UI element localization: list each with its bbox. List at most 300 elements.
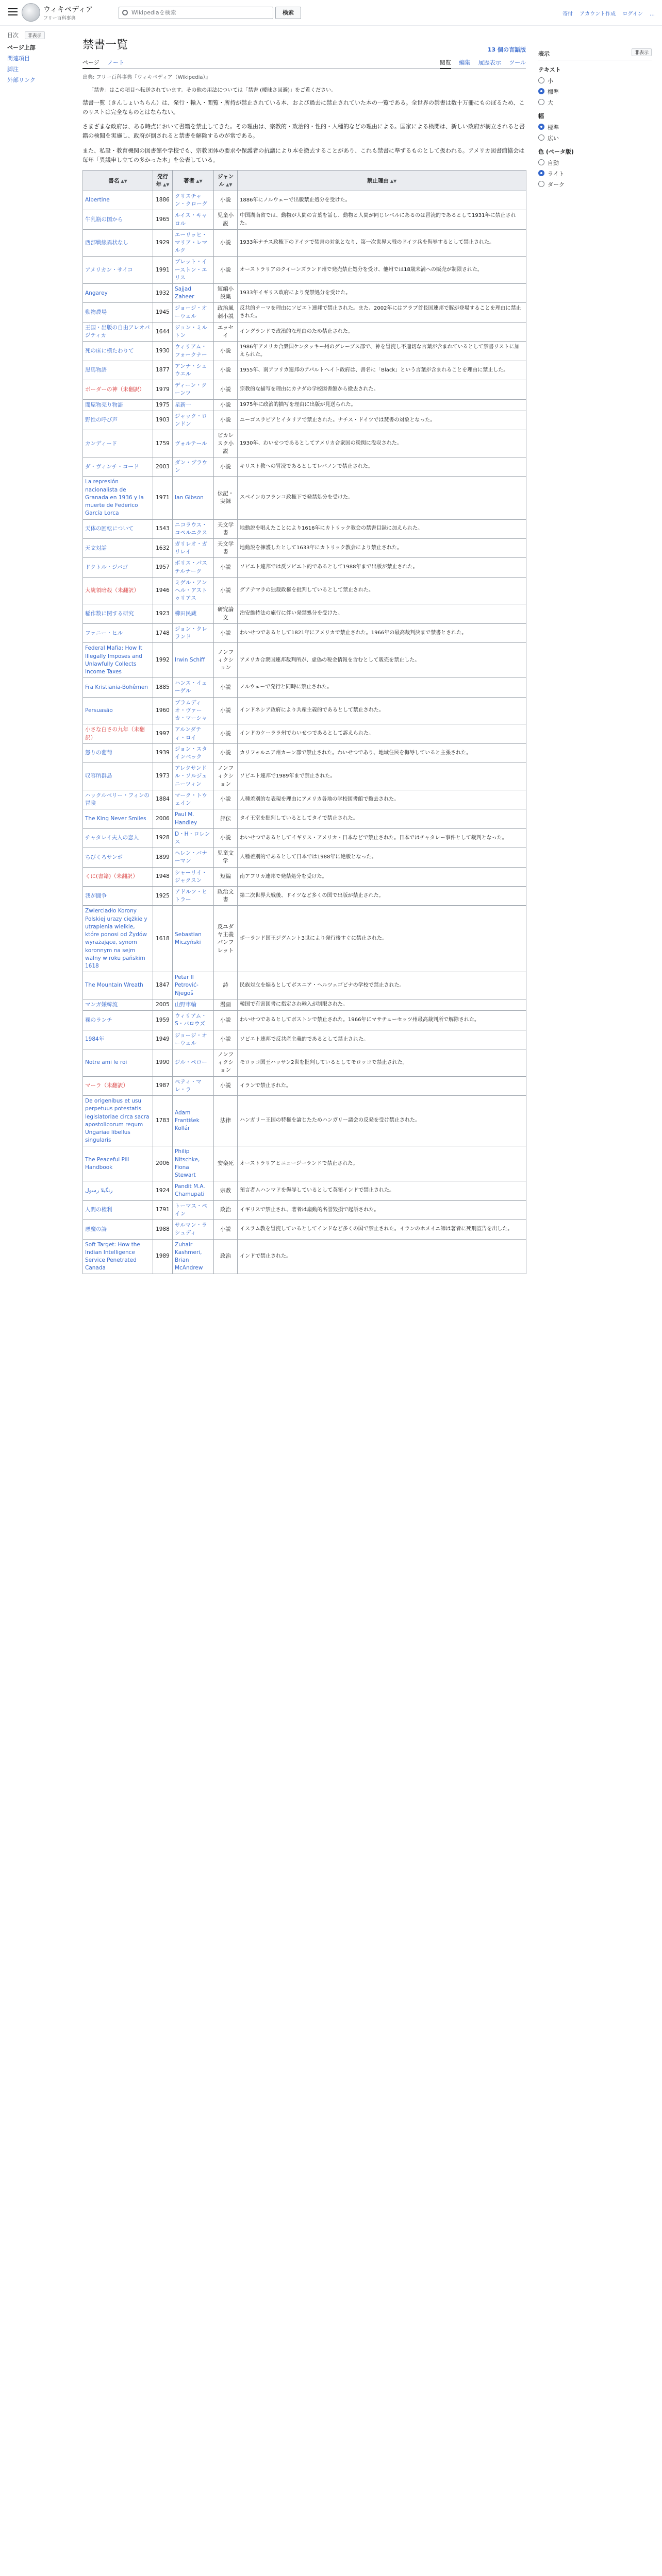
- genre: 天文学書: [214, 519, 238, 538]
- author-link[interactable]: D・H・ロレンス: [173, 828, 214, 848]
- author-link[interactable]: 櫛田民蔵: [173, 604, 214, 623]
- book-title-link[interactable]: 闇屋物売り物語: [83, 399, 153, 411]
- toc-list: [7, 43, 74, 84]
- book-title-link[interactable]: ボーダーの神（未翻訳）: [83, 380, 153, 399]
- book-title-link[interactable]: Fra Kristiania-Bohêmen: [83, 678, 153, 697]
- genre: 政治風刺小説: [214, 303, 238, 322]
- publication-year: 1973: [153, 763, 173, 790]
- author-link[interactable]: ウィリアム・S・バロウズ: [173, 1011, 214, 1030]
- table-row: [83, 210, 526, 229]
- ban-reason: 1930年、わいせつであるとしてアメリカ合衆国の税関に没収された。: [238, 430, 526, 457]
- ban-reason: 人種差別的な表現を理由にアメリカ各地の学校図書館で撤去された。: [238, 790, 526, 809]
- author-link[interactable]: アルンダティ・ロイ: [173, 724, 214, 743]
- header-title[interactable]: 書名 ▲▼: [83, 170, 153, 191]
- author-link[interactable]: アンナ・シュウエル: [173, 361, 214, 380]
- book-title-link[interactable]: 天文対話: [83, 538, 153, 557]
- publication-year: 1644: [153, 322, 173, 341]
- ban-reason: イランで禁止された。: [238, 1076, 526, 1095]
- genre: 小説: [214, 678, 238, 697]
- create-account-link[interactable]: アカウント作成: [580, 11, 616, 17]
- ban-reason: 1933年ナチス政権下のドイツで焚書の対象となり、第一次世界大戦のドイツ兵を侮辱するとして禁止された。: [238, 229, 526, 257]
- tab-edit[interactable]: 編集: [459, 59, 471, 66]
- ban-reason: ユーゴスラビアとイタリアで禁止された。ナチス・ドイツでは焚書の対象となった。: [238, 411, 526, 430]
- author-link[interactable]: ボリス・パステルナーク: [173, 558, 214, 577]
- ban-reason: わいせつであるとしてイギリス・アメリカ・日本などで禁止された。日本ではチャタレー事件として裁判となった。: [238, 828, 526, 848]
- author-link[interactable]: サルマン・ラシュディ: [173, 1220, 214, 1239]
- author-link[interactable]: ジャック・ロンドン: [173, 411, 214, 430]
- author-link[interactable]: ミゲル・アンヘル・アストゥリアス: [173, 577, 214, 604]
- book-title-link[interactable]: アメリカン・サイコ: [83, 257, 153, 284]
- author-link[interactable]: マーク・トウェイン: [173, 790, 214, 809]
- publication-year: 1960: [153, 697, 173, 724]
- table-row: [83, 828, 526, 848]
- radio-button-icon[interactable]: [538, 181, 544, 187]
- genre: 伝記・実録: [214, 477, 238, 519]
- ban-reason: 韓国で有害図書に指定され輸入が制限された。: [238, 999, 526, 1010]
- width-options: [538, 123, 652, 142]
- author-link[interactable]: クリスチャン・クローグ: [173, 191, 214, 210]
- toc-item[interactable]: 外部リンク: [7, 77, 36, 83]
- genre: 小説: [214, 191, 238, 210]
- table-row: [83, 678, 526, 697]
- table-row: [83, 558, 526, 577]
- tab-tools[interactable]: ツール: [509, 59, 526, 66]
- publication-year: 1923: [153, 604, 173, 623]
- book-title-link[interactable]: De origenibus et usu perpetuus potestatis legislatoriae circa sacra apostolicorum regum Ungariae libellus singularis: [83, 1096, 153, 1146]
- body-paragraph: さまざまな政府は、ある時点において書籍を禁止してきた。その理由は、宗教的・政治的・性的・人種的などの理由による。国家による検閲は、新しい政府が樹立されると書籍の検閲を実施し、政府が倒されると禁書を解除するのが常である。: [82, 123, 525, 140]
- color-radio[interactable]: [538, 170, 652, 178]
- author-link[interactable]: Sebastian Miczyński: [173, 906, 214, 972]
- author-link[interactable]: ハンス・イェーゲル: [173, 678, 214, 697]
- ban-reason: 1986年アメリカ合衆国ケンタッキー州のグレーブス郡で、神を冒涜し不適切な言葉が含まれているとして禁書リストに加えられた。: [238, 342, 526, 361]
- toc-hide-button[interactable]: 非表示: [25, 31, 45, 39]
- genre: 安楽死: [214, 1146, 238, 1181]
- book-title-link[interactable]: 人間の権利: [83, 1200, 153, 1219]
- publication-year: 1990: [153, 1049, 173, 1076]
- author-link[interactable]: Adam František Kollár: [173, 1096, 214, 1146]
- book-title-link[interactable]: ハックルベリー・フィンの冒険: [83, 790, 153, 809]
- author-link[interactable]: Zuhair Kashmeri, Brian McAndrew: [173, 1239, 214, 1274]
- genre: 小説: [214, 1030, 238, 1049]
- author-link[interactable]: エーリッヒ・マリア・レマルク: [173, 229, 214, 257]
- book-title-link[interactable]: 死の床に横たわりて: [83, 342, 153, 361]
- radio-button-icon[interactable]: [538, 99, 544, 105]
- genre: 宗教: [214, 1181, 238, 1200]
- search-button[interactable]: 検索: [275, 7, 301, 19]
- book-title-link[interactable]: 悪魔の詩: [83, 1220, 153, 1239]
- genre: 児童文学: [214, 848, 238, 867]
- sort-icon[interactable]: ▲▼: [121, 178, 127, 183]
- ban-reason: 1886年にノルウェーで出版禁止処分を受けた。: [238, 191, 526, 210]
- ban-reason: ポーランド国王ジグムント3世により発行後すぐに禁止された。: [238, 906, 526, 972]
- table-row: [83, 1146, 526, 1181]
- ban-reason: 宗教的な描写を理由にカナダの学校図書館から撤去された。: [238, 380, 526, 399]
- tab-page[interactable]: ページ: [82, 59, 100, 69]
- publication-year: 1899: [153, 848, 173, 867]
- publication-year: 1957: [153, 558, 173, 577]
- author-link[interactable]: Irwin Schiff: [173, 643, 214, 678]
- publication-year: 1847: [153, 972, 173, 999]
- publication-year: 1885: [153, 678, 173, 697]
- publication-year: 1949: [153, 1030, 173, 1049]
- author-link[interactable]: ニコラウス・コペルニクス: [173, 519, 214, 538]
- table-row: [83, 906, 526, 972]
- book-title-link[interactable]: ダ・ヴィンチ・コード: [83, 457, 153, 476]
- appearance-hide-button[interactable]: 非表示: [632, 48, 652, 56]
- ban-reason: 人種差別的であるとして日本では1988年に絶版となった。: [238, 848, 526, 867]
- genre: 詩: [214, 972, 238, 999]
- wikipedia-logo[interactable]: [22, 3, 40, 22]
- publication-year: 1948: [153, 867, 173, 886]
- ban-reason: カリフォルニア州カーン郡で禁止された。わいせつであり、地域住民を侮辱していると主張された。: [238, 743, 526, 762]
- ban-reason: インドのケーララ州でわいせつであるとして訴えられた。: [238, 724, 526, 743]
- color-radio-label: ダーク: [548, 181, 565, 188]
- width-label: 幅: [538, 113, 544, 120]
- ban-reason: 民族対立を煽るとしてボスニア・ヘルツェゴビナの学校で禁止された。: [238, 972, 526, 999]
- language-button[interactable]: 13 個の言語版: [487, 46, 526, 53]
- author-link[interactable]: 山野車輪: [173, 999, 214, 1010]
- book-title-link[interactable]: 天体の回転について: [83, 519, 153, 538]
- author-link[interactable]: ジル・ペロー: [173, 1049, 214, 1076]
- site-name[interactable]: ウィキペディア: [43, 6, 93, 14]
- genre: 小説: [214, 697, 238, 724]
- genre: 小説: [214, 623, 238, 642]
- more-menu-icon[interactable]: …: [650, 11, 655, 17]
- book-title-link[interactable]: 怒りの葡萄: [83, 743, 153, 762]
- book-title-link[interactable]: Albertine: [83, 191, 153, 210]
- publication-year: 1959: [153, 1011, 173, 1030]
- width-radio-label: 広い: [548, 135, 559, 142]
- book-title-link[interactable]: Notre ami le roi: [83, 1049, 153, 1076]
- text-size-radio[interactable]: [538, 98, 652, 107]
- header-genre[interactable]: ジャンル ▲▼: [214, 170, 238, 191]
- genre: 政治: [214, 1239, 238, 1274]
- genre: 小説: [214, 790, 238, 809]
- author-link[interactable]: Pandit M.A. Chamupati: [173, 1181, 214, 1200]
- publication-year: 1987: [153, 1076, 173, 1095]
- book-title-link[interactable]: 動物農場: [83, 303, 153, 322]
- book-title-link[interactable]: Zwierciadło Korony Polskiej urazy ciężkie y utrapienia wielkie, które ponosi od Żydów wyrażające, synom koronnym na sejm walny w roku pańskim 1618: [83, 906, 153, 972]
- ban-reason: ソビエト連邦で反共産主義的であるとして禁止された。: [238, 1030, 526, 1049]
- radio-button-icon[interactable]: [538, 159, 544, 165]
- color-radio[interactable]: [538, 159, 652, 167]
- publication-year: 1924: [153, 1181, 173, 1200]
- table-row: [83, 284, 526, 303]
- table-header-row: [83, 170, 526, 191]
- book-title-link[interactable]: 大統領暗殺（未翻訳）: [83, 577, 153, 604]
- color-label: 色 (ベータ版): [538, 148, 574, 155]
- genre: 小説: [214, 361, 238, 380]
- author-link[interactable]: ダン・ブラウン: [173, 457, 214, 476]
- genre: 小説: [214, 1220, 238, 1239]
- publication-year: 1886: [153, 191, 173, 210]
- text-size-options: [538, 77, 652, 107]
- table-row: [83, 477, 526, 519]
- ban-reason: ソビエト連邦では反ソビエト的であるとして1988年まで出版が禁止された。: [238, 558, 526, 577]
- table-row: [83, 623, 526, 642]
- page-title: 禁書一覧: [82, 39, 128, 52]
- search-input[interactable]: [119, 7, 273, 19]
- book-title-link[interactable]: カンディード: [83, 430, 153, 457]
- table-row: [83, 972, 526, 999]
- book-title-link[interactable]: ドクトル・ジバゴ: [83, 558, 153, 577]
- author-link[interactable]: ヴォルテール: [173, 430, 214, 457]
- donate-link[interactable]: 寄付: [562, 11, 573, 17]
- book-title-link[interactable]: 牛乳瓶の国から: [83, 210, 153, 229]
- table-row: [83, 257, 526, 284]
- author-link[interactable]: ブラムディオ・ヴァーカ・マーシャ: [173, 697, 214, 724]
- appearance-title: 表示: [538, 50, 550, 57]
- text-size-radio-label: 大: [548, 99, 553, 106]
- ban-reason: スペインのフランコ政権下で発禁処分を受けた。: [238, 477, 526, 519]
- author-link[interactable]: ルイス・キャロル: [173, 210, 214, 229]
- genre: 児童小説: [214, 210, 238, 229]
- genre: 短編: [214, 867, 238, 886]
- page-tabs: [82, 55, 526, 69]
- ban-reason: わいせつであるとしてボストンで禁止された。1966年にマサチューセッツ州最高裁判所で解除された。: [238, 1011, 526, 1030]
- publication-year: 1543: [153, 519, 173, 538]
- sort-icon[interactable]: ▲▼: [390, 178, 397, 183]
- table-row: [83, 867, 526, 886]
- table-row: [83, 643, 526, 678]
- appearance-sidebar: [538, 49, 652, 191]
- body-paragraph: また、私設・教育機関の図書館や学校でも、宗教団体の要求や保護者の抗議により本を撤去することがあり、これも禁書に準ずるものとして扱われる。アメリカ図書館協会は毎年「異議申し立ての多かった本」を公表している。: [82, 147, 525, 163]
- ban-reason: インドネシア政府により共産主義的であるとして禁止された。: [238, 697, 526, 724]
- author-link[interactable]: ウィリアム・フォークナー: [173, 342, 214, 361]
- publication-year: 1748: [153, 623, 173, 642]
- author-link[interactable]: ジョン・ミルトン: [173, 322, 214, 341]
- header-author[interactable]: 著者 ▲▼: [173, 170, 214, 191]
- book-title-link[interactable]: Angarey: [83, 284, 153, 303]
- author-link[interactable]: Sajjad Zaheer: [173, 284, 214, 303]
- author-link[interactable]: ジョージ・オーウェル: [173, 303, 214, 322]
- book-title-link[interactable]: 稲作数に関する研究: [83, 604, 153, 623]
- text-size-radio[interactable]: [538, 88, 652, 96]
- intro-paragraph: 禁書一覧（きんしょいちらん）は、発行・輸入・閲覧・所持が禁止されている本、および過去に禁止されていた本の一覧である。全世界の禁書は数十万冊にものぼるため、このリストは完全なものとはならない。: [82, 99, 525, 116]
- tab-talk[interactable]: ノート: [107, 59, 124, 66]
- book-title-link[interactable]: 王国・出版の自由アレオパジティカ: [83, 322, 153, 341]
- author-link[interactable]: Petar II Petrović-Njegoš: [173, 972, 214, 999]
- site-header: [0, 0, 662, 26]
- genre: 小説: [214, 577, 238, 604]
- book-title-link[interactable]: Persuasão: [83, 697, 153, 724]
- ban-reason: 南アフリカ連邦で発禁処分を受けた。: [238, 867, 526, 886]
- genre: 小説: [214, 342, 238, 361]
- table-row: [83, 887, 526, 906]
- genre: 小説: [214, 457, 238, 476]
- book-title-link[interactable]: くに(書籍)（未翻訳）: [83, 867, 153, 886]
- sort-icon[interactable]: ▲▼: [196, 178, 203, 183]
- toc-item[interactable]: 関連項目: [7, 55, 30, 62]
- table-row: [83, 1011, 526, 1030]
- radio-button-icon[interactable]: [538, 124, 544, 130]
- radio-button-icon[interactable]: [538, 170, 544, 176]
- table-row: [83, 1096, 526, 1146]
- radio-button-icon[interactable]: [538, 77, 544, 83]
- book-title-link[interactable]: マンガ嫌韓流: [83, 999, 153, 1010]
- genre: ピカレスク小説: [214, 430, 238, 457]
- publication-year: 1939: [153, 743, 173, 762]
- publication-year: 1783: [153, 1096, 173, 1146]
- banned-books-table: [82, 170, 526, 1275]
- table-row: [83, 1076, 526, 1095]
- ban-reason: インドで禁止された。: [238, 1239, 526, 1274]
- book-title-link[interactable]: The Peaceful Pill Handbook: [83, 1146, 153, 1181]
- book-title-link[interactable]: 野性の呼び声: [83, 411, 153, 430]
- ban-reason: イスラム教を冒涜しているとしてインドなど多くの国で禁止された。イランのホメイニ師は著者に死刑宣告を出した。: [238, 1220, 526, 1239]
- book-title-link[interactable]: 小さな白さの九年（未翻訳）: [83, 724, 153, 743]
- table-row: [83, 790, 526, 809]
- color-radio-label: ライト: [548, 171, 565, 177]
- author-link[interactable]: アドルフ・ヒトラー: [173, 887, 214, 906]
- author-link[interactable]: ジョージ・オーウェル: [173, 1030, 214, 1049]
- genre: 小説: [214, 399, 238, 411]
- text-size-radio[interactable]: [538, 77, 652, 85]
- author-link[interactable]: ディーン・クーンツ: [173, 380, 214, 399]
- table-row: [83, 322, 526, 341]
- header-reason[interactable]: 禁止理由 ▲▼: [238, 170, 526, 191]
- ban-reason: 反共的テーマを理由にソビエト連邦で禁止された。また、2002年にはアラブ首長国連邦で豚が登場することを理由に禁止された。: [238, 303, 526, 322]
- ban-reason: キリスト教への冒涜であるとしてレバノンで禁止された。: [238, 457, 526, 476]
- table-row: [83, 380, 526, 399]
- toc-header: [7, 31, 74, 39]
- genre: 政治文書: [214, 887, 238, 906]
- author-link[interactable]: ペティ・マレ・ラ: [173, 1076, 214, 1095]
- table-row: [83, 361, 526, 380]
- author-link[interactable]: Philip Nitschke, Fiona Stewart: [173, 1146, 214, 1181]
- table-row: [83, 809, 526, 828]
- header-year[interactable]: 発行年 ▲▼: [153, 170, 173, 191]
- radio-button-icon[interactable]: [538, 134, 544, 141]
- table-row: [83, 763, 526, 790]
- publication-year: 1991: [153, 257, 173, 284]
- author-link[interactable]: ヘレン・バナーマン: [173, 848, 214, 867]
- ban-reason: オーストラリアとニュージーランドで禁止された。: [238, 1146, 526, 1181]
- sort-icon[interactable]: ▲▼: [163, 182, 170, 188]
- publication-year: 1965: [153, 210, 173, 229]
- genre: 研究論文: [214, 604, 238, 623]
- book-title-link[interactable]: The King Never Smiles: [83, 809, 153, 828]
- book-title-link[interactable]: Soft Target: How the Indian Intelligence Service Penetrated Canada: [83, 1239, 153, 1274]
- book-title-link[interactable]: 収容所群島: [83, 763, 153, 790]
- book-title-link[interactable]: ちびくろサンボ: [83, 848, 153, 867]
- publication-year: 1884: [153, 790, 173, 809]
- publication-year: 1929: [153, 229, 173, 257]
- author-link[interactable]: ガリレオ・ガリレイ: [173, 538, 214, 557]
- genre: 法律: [214, 1096, 238, 1146]
- book-title-link[interactable]: ファニー・ヒル: [83, 623, 153, 642]
- publication-year: 1930: [153, 342, 173, 361]
- author-link[interactable]: トーマス・ペイン: [173, 1200, 214, 1219]
- radio-button-icon[interactable]: [538, 88, 544, 94]
- genre: 天文学書: [214, 538, 238, 557]
- table-row: [83, 743, 526, 762]
- author-link[interactable]: ジョン・スタインベック: [173, 743, 214, 762]
- publication-year: 1945: [153, 303, 173, 322]
- publication-year: 1632: [153, 538, 173, 557]
- book-title-link[interactable]: Federal Mafia: How It Illegally Imposes and Unlawfully Collects Income Taxes: [83, 643, 153, 678]
- author-link[interactable]: ジョン・クレランド: [173, 623, 214, 642]
- hatnote: 「禁書」はこの項目へ転送されています。その他の用法については「禁書 (曖昧さ回避)」をご覧ください。: [89, 88, 336, 93]
- book-title-link[interactable]: マーラ（未翻訳）: [83, 1076, 153, 1095]
- table-row: [83, 1049, 526, 1076]
- book-title-link[interactable]: 西部戦線異状なし: [83, 229, 153, 257]
- author-link[interactable]: シャーリイ・ジャクスン: [173, 867, 214, 886]
- book-title-link[interactable]: 黒馬物語: [83, 361, 153, 380]
- table-row: [83, 724, 526, 743]
- genre: ノンフィクション: [214, 1049, 238, 1076]
- sort-icon[interactable]: ▲▼: [226, 182, 233, 188]
- genre: 小説: [214, 229, 238, 257]
- table-row: [83, 430, 526, 457]
- ban-reason: 地動説を擁護したとして1633年にカトリック教会により禁止された。: [238, 538, 526, 557]
- author-link[interactable]: Paul M. Handley: [173, 809, 214, 828]
- book-title-link[interactable]: 我が闘争: [83, 887, 153, 906]
- book-title-link[interactable]: The Mountain Wreath: [83, 972, 153, 999]
- appearance-header: [538, 49, 652, 60]
- author-link[interactable]: Ian Gibson: [173, 477, 214, 519]
- publication-year: 2006: [153, 809, 173, 828]
- toc-title: 目次: [7, 32, 19, 39]
- genre: 反ユダヤ主義パンフレット: [214, 906, 238, 972]
- search-icon: [122, 10, 128, 15]
- author-link[interactable]: ブレット・イーストン・エリス: [173, 257, 214, 284]
- table-row: [83, 191, 526, 210]
- toc-item[interactable]: 脚注: [7, 66, 19, 73]
- publication-year: 1759: [153, 430, 173, 457]
- book-title-link[interactable]: チャタレイ夫人の恋人: [83, 828, 153, 848]
- tab-history[interactable]: 履歴表示: [478, 59, 501, 66]
- genre: 漫画: [214, 999, 238, 1010]
- ban-reason: ハンガリー王国の特権を論じたためハンガリー議会の反発を受け禁止された。: [238, 1096, 526, 1146]
- login-link[interactable]: ログイン: [622, 11, 643, 17]
- width-radio[interactable]: [538, 134, 652, 142]
- book-title-link[interactable]: 裸のランチ: [83, 1011, 153, 1030]
- ban-reason: ソビエト連邦で1989年まで禁止された。: [238, 763, 526, 790]
- ban-reason: 中国湖南省では、動物が人間の言葉を話し、動物と人間が同じレベルにあるのは冒涜的であるとして1931年に禁止された。: [238, 210, 526, 229]
- color-radio-label: 自動: [548, 160, 559, 166]
- ban-reason: イギリスで禁止され、著者は扇動的名誉毀損で起訴された。: [238, 1200, 526, 1219]
- book-title-link[interactable]: La represión nacionalista de Granada en 1936 y la muerte de Federico García Lorca: [83, 477, 153, 519]
- main-menu-icon[interactable]: [8, 8, 18, 15]
- book-title-link[interactable]: 1984年: [83, 1030, 153, 1049]
- genre: 小説: [214, 724, 238, 743]
- genre: 政治: [214, 1200, 238, 1219]
- search-placeholder: Wikipediaを検索: [131, 9, 176, 16]
- from-line: 出典: フリー百科事典『ウィキペディア（Wikipedia）』: [82, 75, 211, 80]
- tab-read[interactable]: 閲覧: [440, 59, 451, 69]
- genre: 小説: [214, 380, 238, 399]
- author-link[interactable]: 星新一: [173, 399, 214, 411]
- ban-reason: タイ王室を批判しているとしてタイで禁止された。: [238, 809, 526, 828]
- toc-item[interactable]: ページ上部: [7, 44, 36, 51]
- publication-year: 1903: [153, 411, 173, 430]
- publication-year: 1988: [153, 1220, 173, 1239]
- table-row: [83, 1200, 526, 1219]
- table-row: [83, 604, 526, 623]
- ban-reason: オーストラリアのクイーンズランド州で発売禁止処分を受け、他州では18歳未満への販売が制限された。: [238, 257, 526, 284]
- table-row: [83, 999, 526, 1010]
- table-row: [83, 538, 526, 557]
- table-row: [83, 697, 526, 724]
- publication-year: 1618: [153, 906, 173, 972]
- color-radio[interactable]: [538, 180, 652, 189]
- ban-reason: 治安維持法の施行に伴い発禁処分を受けた。: [238, 604, 526, 623]
- author-link[interactable]: アレクサンドル・ソルジェニーツィン: [173, 763, 214, 790]
- width-radio[interactable]: [538, 123, 652, 131]
- table-row: [83, 303, 526, 322]
- book-title-link[interactable]: رنگیلا رسول: [83, 1181, 153, 1200]
